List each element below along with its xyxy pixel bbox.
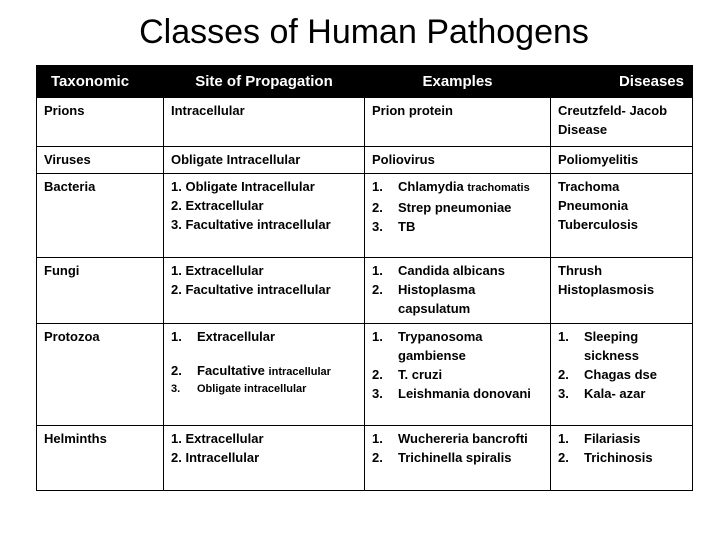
- list-item: [372, 448, 543, 467]
- list-item: [558, 384, 685, 403]
- list-number: 2.: [558, 450, 569, 465]
- site-line: 1. Extracellular: [171, 263, 264, 278]
- list-number: 2.: [372, 450, 383, 465]
- list-number: 1.: [558, 329, 569, 344]
- cell-disease: [551, 258, 693, 324]
- site-line: 2. Intracellular: [171, 450, 260, 465]
- header-taxonomic: Taxonomic: [37, 66, 164, 98]
- cell-example: Prion protein: [365, 98, 551, 147]
- list-item: [372, 217, 543, 236]
- list-number: 3.: [372, 219, 383, 234]
- cell-site: [164, 426, 365, 491]
- disease-name: Chagas dse: [584, 367, 657, 382]
- list-number: 3.: [372, 386, 383, 401]
- header-examples: Examples: [365, 66, 551, 98]
- disease-line: Histoplasmosis: [558, 282, 655, 297]
- example-name: Wuchereria bancrofti: [398, 431, 528, 446]
- disease-name: Filariasis: [584, 431, 641, 446]
- cell-disease: [551, 174, 693, 258]
- site-line: 2. Extracellular: [171, 198, 264, 213]
- table-row: [37, 426, 693, 491]
- cell-site: Obligate Intracellular: [164, 147, 365, 174]
- example-list: [372, 327, 543, 403]
- cell-taxonomic: Bacteria: [37, 174, 164, 258]
- example-name: Strep pneumoniae: [398, 200, 512, 215]
- header-site: Site of Propagation: [164, 66, 365, 98]
- disease-line: Pneumonia: [558, 198, 629, 213]
- list-item: [171, 361, 357, 382]
- list-number: 2.: [372, 282, 383, 297]
- list-item: [558, 327, 685, 365]
- example-name: Chlamydia: [398, 179, 464, 194]
- site-name: Obligate intracellular: [197, 383, 307, 395]
- list-number: 2.: [372, 367, 383, 382]
- list-number: 2.: [171, 363, 182, 378]
- cell-site: [164, 258, 365, 324]
- table-row: [37, 174, 693, 258]
- list-number: 3.: [171, 383, 181, 395]
- list-item: [372, 384, 543, 403]
- example-name: Candida albicans: [398, 263, 505, 278]
- list-item: [558, 448, 685, 467]
- list-number: 2.: [558, 367, 569, 382]
- example-name: Trichinella spiralis: [398, 450, 512, 465]
- cell-example: [365, 174, 551, 258]
- cell-taxonomic: Prions: [37, 98, 164, 147]
- list-item: [171, 327, 357, 346]
- site-line: 2. Facultative intracellular: [171, 282, 331, 297]
- site-line: 1. Obligate Intracellular: [171, 179, 315, 194]
- disease-line: Trachoma: [558, 179, 620, 194]
- list-item: [372, 280, 543, 318]
- table-row: [37, 324, 693, 426]
- pathogen-table: [36, 65, 693, 491]
- disease-name: Trichinosis: [584, 450, 653, 465]
- list-item: [372, 365, 543, 384]
- cell-example: [365, 324, 551, 426]
- example-list: [372, 429, 543, 467]
- example-list: [372, 177, 543, 236]
- disease-line: Thrush: [558, 263, 603, 278]
- cell-site: [164, 324, 365, 426]
- example-name: T. cruzi: [398, 367, 443, 382]
- example-name: Leishmania donovani: [398, 386, 531, 401]
- cell-taxonomic: Fungi: [37, 258, 164, 324]
- site-name: Extracellular: [197, 329, 276, 344]
- cell-example: [365, 258, 551, 324]
- disease-line: Tuberculosis: [558, 217, 638, 232]
- list-number: 3.: [558, 386, 569, 401]
- cell-example: [365, 426, 551, 491]
- table-row: [37, 258, 693, 324]
- disease-name: Kala- azar: [584, 386, 646, 401]
- list-number: 2.: [372, 200, 383, 215]
- cell-taxonomic: Protozoa: [37, 324, 164, 426]
- disease-name: Sleeping sickness: [584, 329, 639, 363]
- example-name: TB: [398, 219, 416, 234]
- list-item: [372, 198, 543, 217]
- example-name: Histoplasma capsulatum: [398, 282, 476, 316]
- list-item: [171, 382, 357, 397]
- table-header-row: [37, 66, 693, 98]
- example-qualifier: trachomatis: [467, 182, 530, 194]
- cell-taxonomic: Helminths: [37, 426, 164, 491]
- cell-disease: Creutzfeld- Jacob Disease: [551, 98, 693, 147]
- site-line: 1. Extracellular: [171, 431, 264, 446]
- disease-list: [558, 429, 685, 467]
- cell-example: Poliovirus: [365, 147, 551, 174]
- list-number: 1.: [372, 431, 383, 446]
- site-list: [171, 327, 357, 397]
- list-item: [558, 429, 685, 448]
- list-number: 1.: [372, 329, 383, 344]
- site-line: 3. Facultative intracellular: [171, 217, 331, 232]
- list-item: [558, 365, 685, 384]
- list-number: 1.: [372, 263, 383, 278]
- list-item: [372, 177, 543, 198]
- cell-disease: Poliomyelitis: [551, 147, 693, 174]
- header-diseases: Diseases: [551, 66, 693, 98]
- list-item: [372, 429, 543, 448]
- table-row: [37, 147, 693, 174]
- disease-list: [558, 327, 685, 403]
- list-item: [372, 261, 543, 280]
- cell-taxonomic: Viruses: [37, 147, 164, 174]
- list-number: 1.: [171, 329, 182, 344]
- cell-disease: [551, 324, 693, 426]
- cell-disease: [551, 426, 693, 491]
- site-qualifier: intracellular: [268, 366, 331, 378]
- site-name: Facultative: [197, 363, 265, 378]
- page-title: Classes of Human Pathogens: [139, 13, 589, 51]
- example-name: Trypanosoma gambiense: [398, 329, 483, 363]
- list-item: [372, 327, 543, 365]
- cell-site: Intracellular: [164, 98, 365, 147]
- table-row: [37, 98, 693, 147]
- list-number: 1.: [558, 431, 569, 446]
- cell-site: [164, 174, 365, 258]
- list-number: 1.: [372, 179, 383, 194]
- example-list: [372, 261, 543, 318]
